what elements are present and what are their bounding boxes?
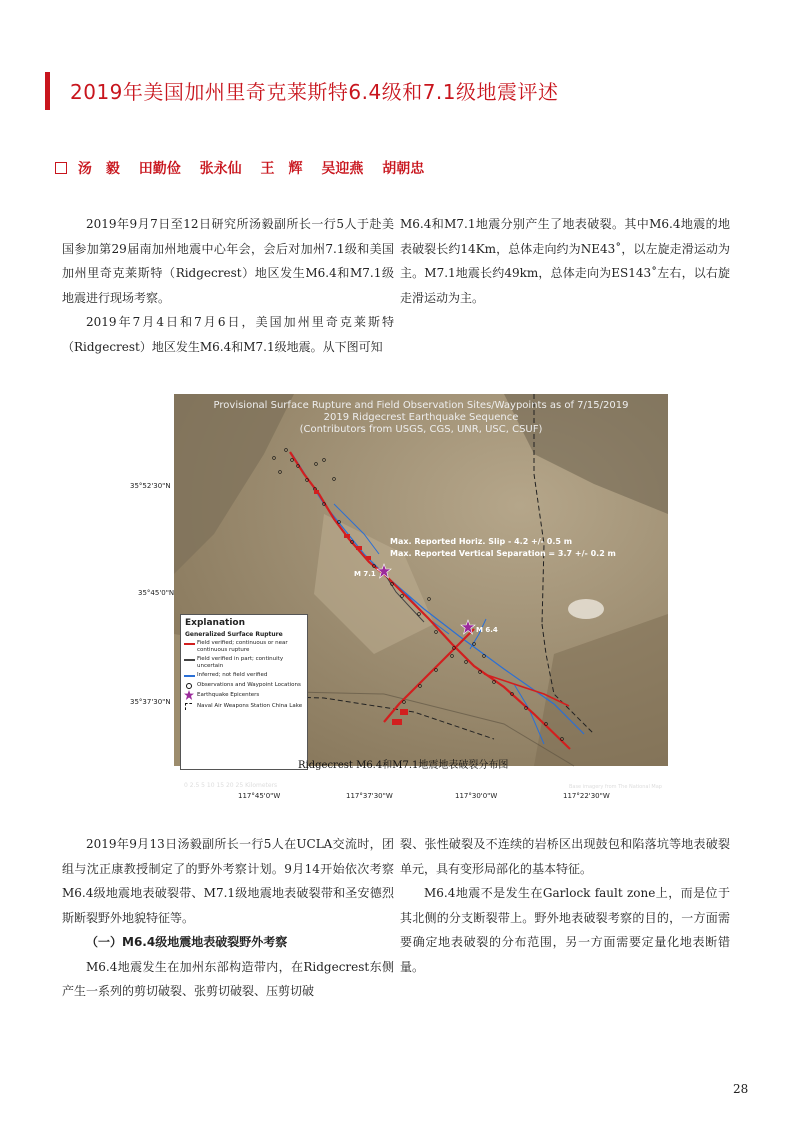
callout-line: Max. Reported Vertical Separation = 3.7 +/- 0.2 m <box>390 549 616 558</box>
legend-item <box>181 682 307 689</box>
body-column-1 <box>62 212 394 359</box>
body-column-3 <box>62 832 394 1004</box>
circle-icon <box>186 683 192 689</box>
star-icon <box>184 690 194 700</box>
boundary-icon <box>185 703 192 710</box>
epicenter-star-icon <box>377 564 391 578</box>
page-number: 28 <box>733 1082 749 1096</box>
legend-item-label: Inferred; not field verified <box>197 672 268 678</box>
body-column-4 <box>400 832 730 979</box>
latitude-label: 35°37'30"N <box>130 698 171 706</box>
legend-item-label: Naval Air Weapons Station China Lake <box>197 702 303 709</box>
longitude-label: 117°45'0"W <box>238 792 281 800</box>
latitude-label: 35°45'0"N <box>138 589 175 597</box>
slip-callout <box>390 536 616 560</box>
legend-item-label: Field verified in part; continuity uncertain <box>197 656 284 669</box>
paragraph: 2019年7月4日和7月6日，美国加州里奇克莱斯特（Ridgecrest）地区发生M6.4和M7.1级地震。从下图可知 <box>62 315 394 354</box>
author: 田勤俭 <box>138 161 181 177</box>
m64-label: M 6.4 <box>476 626 498 634</box>
author: 王 辉 <box>260 161 303 177</box>
square-bullet-icon <box>55 162 67 174</box>
section-heading: （一）M6.4级地震地表破裂野外考察 <box>86 935 288 949</box>
title-accent-bar <box>45 72 50 110</box>
callout-line: Max. Reported Horiz. Slip - 4.2 +/- 0.5 m <box>390 537 573 546</box>
paragraph: 裂、张性破裂及不连续的岩桥区出现鼓包和陷落坑等地表破裂单元，具有变形局部化的基本特征。 <box>400 837 730 876</box>
longitude-label: 117°37'30"W <box>346 792 393 800</box>
author: 胡朝忠 <box>382 161 425 177</box>
map-title-line: 2019 Ridgecrest Earthquake Sequence <box>323 412 519 423</box>
legend-item-label: Earthquake Epicenters <box>197 692 260 698</box>
map-legend <box>180 614 308 770</box>
longitude-label: 117°30'0"W <box>455 792 498 800</box>
map-title-line: Provisional Surface Rupture and Field Observation Sites/Waypoints as of 7/15/2019 <box>213 400 629 411</box>
legend-item-label: Field verified; continuous or near continuous rupture <box>197 640 288 653</box>
legend-item <box>181 640 307 653</box>
red-line-swatch <box>184 643 195 645</box>
legend-subheading: Generalized Surface Rupture <box>185 631 283 638</box>
paragraph: M6.4地震发生在加州东部构造带内，在Ridgecrest东侧产生一系列的剪切破裂、张剪切破裂、压剪切破 <box>62 959 394 998</box>
latitude-label: 35°52'30"N <box>130 482 171 490</box>
rupture-map-figure <box>128 380 674 810</box>
blue-line-swatch <box>184 675 195 677</box>
figure-caption: Ridgecrest M6.4和M7.1地震地表破裂分布图 <box>298 760 509 771</box>
body-column-2 <box>400 212 730 310</box>
legend-item <box>181 672 307 679</box>
author: 汤 毅 <box>77 161 120 177</box>
longitude-label: 117°22'30"W <box>563 792 610 800</box>
legend-item <box>181 703 307 710</box>
legend-item <box>181 656 307 669</box>
author-line <box>55 158 438 178</box>
paragraph: 2019年9月13日汤毅副所长一行5人在UCLA交流时，团组与沈正康教授制定了的野外考察计划。9月14开始依次考察M6.4级地震地表破裂带、M7.1级地震地表破裂带和圣安德烈斯断裂野外地貌特征等。 <box>62 837 394 925</box>
legend-heading: Explanation <box>185 618 246 628</box>
legend-item <box>181 692 307 699</box>
imagery-credit: Base imagery from The National Map <box>568 784 662 790</box>
author-names <box>78 161 438 177</box>
article-title: 2019年美国加州里奇克莱斯特6.4级和7.1级地震评述 <box>70 80 559 104</box>
author: 吴迎燕 <box>321 161 364 177</box>
paragraph: 2019年9月7日至12日研究所汤毅副所长一行5人于赴美国参加第29届南加州地震中心年会，会后对加州7.1级和美国加州里奇克莱斯特（Ridgecrest）地区发生M6.4和M7.1级地震进行现场考察。 <box>62 217 394 305</box>
satellite-map <box>174 394 668 790</box>
epicenter-star-icon <box>461 620 475 634</box>
paragraph: M6.4和M7.1地震分别产生了地表破裂。其中M6.4地震的地表破裂长约14Km，总体走向约为NE43˚，以左旋走滑运动为主。M7.1地震长约49km，总体走向为ES143˚左右，以右旋走滑运动为主。 <box>400 217 730 305</box>
m71-label: M 7.1 <box>354 570 376 578</box>
map-title-line: (Contributors from USGS, CGS, UNR, USC, CSUF) <box>299 424 543 435</box>
gray-line-swatch <box>184 659 195 661</box>
scale-bar: 0 2.5 5 10 15 20 25 Kilometers <box>184 782 278 789</box>
legend-item-label: Observations and Waypoint Locations <box>197 681 301 688</box>
author: 张永仙 <box>199 161 242 177</box>
paragraph: M6.4地震不是发生在Garlock fault zone上，而是位于其北侧的分支断裂带上。野外地表破裂考察的目的，一方面需要确定地表破裂的分布范围，另一方面需要定量化地表断错量。 <box>400 886 730 974</box>
map-title <box>174 400 668 436</box>
